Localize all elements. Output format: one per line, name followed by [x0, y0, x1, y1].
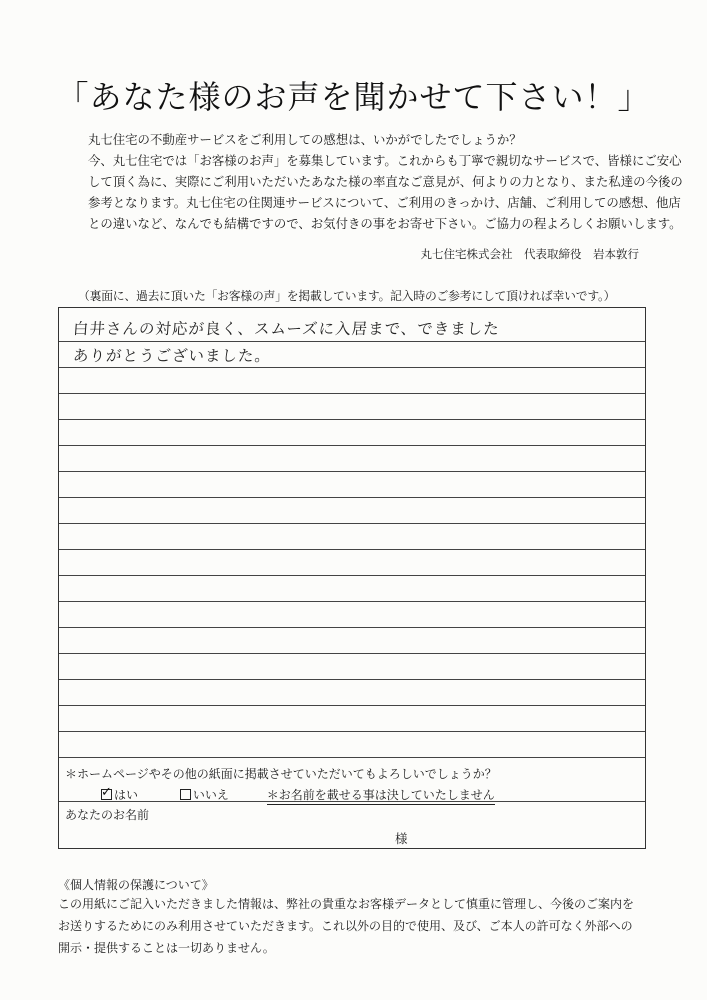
- privacy-line: 開示・提供することは一切ありません。: [58, 941, 275, 955]
- option-no-label: いいえ: [192, 788, 229, 802]
- ruled-line: [59, 471, 645, 472]
- checkmark-icon: ✓: [101, 785, 112, 800]
- ruled-line: [59, 601, 645, 602]
- name-privacy-note: ＊お名前を載せる事は決していたしません: [267, 786, 495, 805]
- ruled-line: [59, 393, 645, 394]
- checkbox-yes[interactable]: [101, 785, 112, 800]
- privacy-text: [58, 893, 658, 959]
- intro-text: [88, 129, 683, 234]
- name-suffix: 様: [395, 831, 408, 846]
- ruled-line: [59, 653, 645, 654]
- privacy-line: お送りするためにのみ利用させていただきます。これ以外の目的で使用、及び、ご本人の許可なく外部への: [58, 919, 633, 933]
- ruled-line: [59, 627, 645, 628]
- ruled-line: [59, 679, 645, 680]
- divider: [59, 801, 645, 802]
- ruled-line: [59, 341, 645, 342]
- ruled-line: [59, 445, 645, 446]
- comment-lines-area[interactable]: [59, 308, 645, 758]
- ruled-line: [59, 575, 645, 576]
- page-title: 「あなた様のお声を聞かせて下さい！」: [56, 78, 651, 116]
- publish-question: ＊ホームページやその他の紙面に掲載させていただいてもよろしいでしょうか？: [65, 767, 497, 781]
- intro-line: 今、丸七住宅では「お客様のお声」を募集しています。これからも丁寧で親切なサービスで、皆様にご安心: [88, 153, 682, 168]
- ruled-line: [59, 497, 645, 498]
- ruled-line: [59, 705, 645, 706]
- intro-line: 丸七住宅の不動産サービスをご利用しての感想は、いかがでしたでしょうか？: [88, 132, 522, 147]
- handwritten-comment-line: 白井さんの対応が良く、スムーズに入居まで、できました: [72, 320, 501, 338]
- ruled-line: [59, 549, 645, 550]
- ruled-line: [59, 523, 645, 524]
- ruled-line: [59, 419, 645, 420]
- ruled-line: [59, 731, 645, 732]
- intro-line: して頂く為に、実際にご利用いただいたあなた様の率直なご意見が、何よりの力となり、また私達の今後の: [88, 174, 683, 189]
- reference-note: （裏面に、過去に頂いた「お客様の声」を掲載しています。記入時のご参考にして頂ければ幸いです。）: [78, 289, 616, 303]
- ruled-line: [59, 757, 645, 758]
- privacy-line: この用紙にご記入いただきました情報は、弊社の貴重なお客様データとして慎重に管理し、今後のご案内を: [58, 897, 635, 911]
- option-yes-label: はい: [114, 788, 139, 802]
- handwritten-comment-line: ありがとうございました。: [72, 347, 272, 365]
- comment-form-box: [58, 307, 646, 849]
- checkbox-no[interactable]: [180, 789, 191, 800]
- intro-line: 参考となります。丸七住宅の住関連サービスについて、ご利用のきっかけ、店舗、ご利用しての感想、他店: [88, 195, 681, 210]
- publish-options: [101, 786, 495, 805]
- ruled-line: [59, 367, 645, 368]
- company-signature: 丸七住宅株式会社 代表取締役 岩本敦行: [420, 247, 639, 261]
- intro-line: との違いなど、なんでも結構ですので、お気付きの事をお寄せ下さい。ご協力の程よろしくお願いします。: [88, 216, 682, 231]
- privacy-heading: 《個人情報の保護について》: [58, 878, 214, 892]
- name-label: あなたのお名前: [65, 808, 150, 822]
